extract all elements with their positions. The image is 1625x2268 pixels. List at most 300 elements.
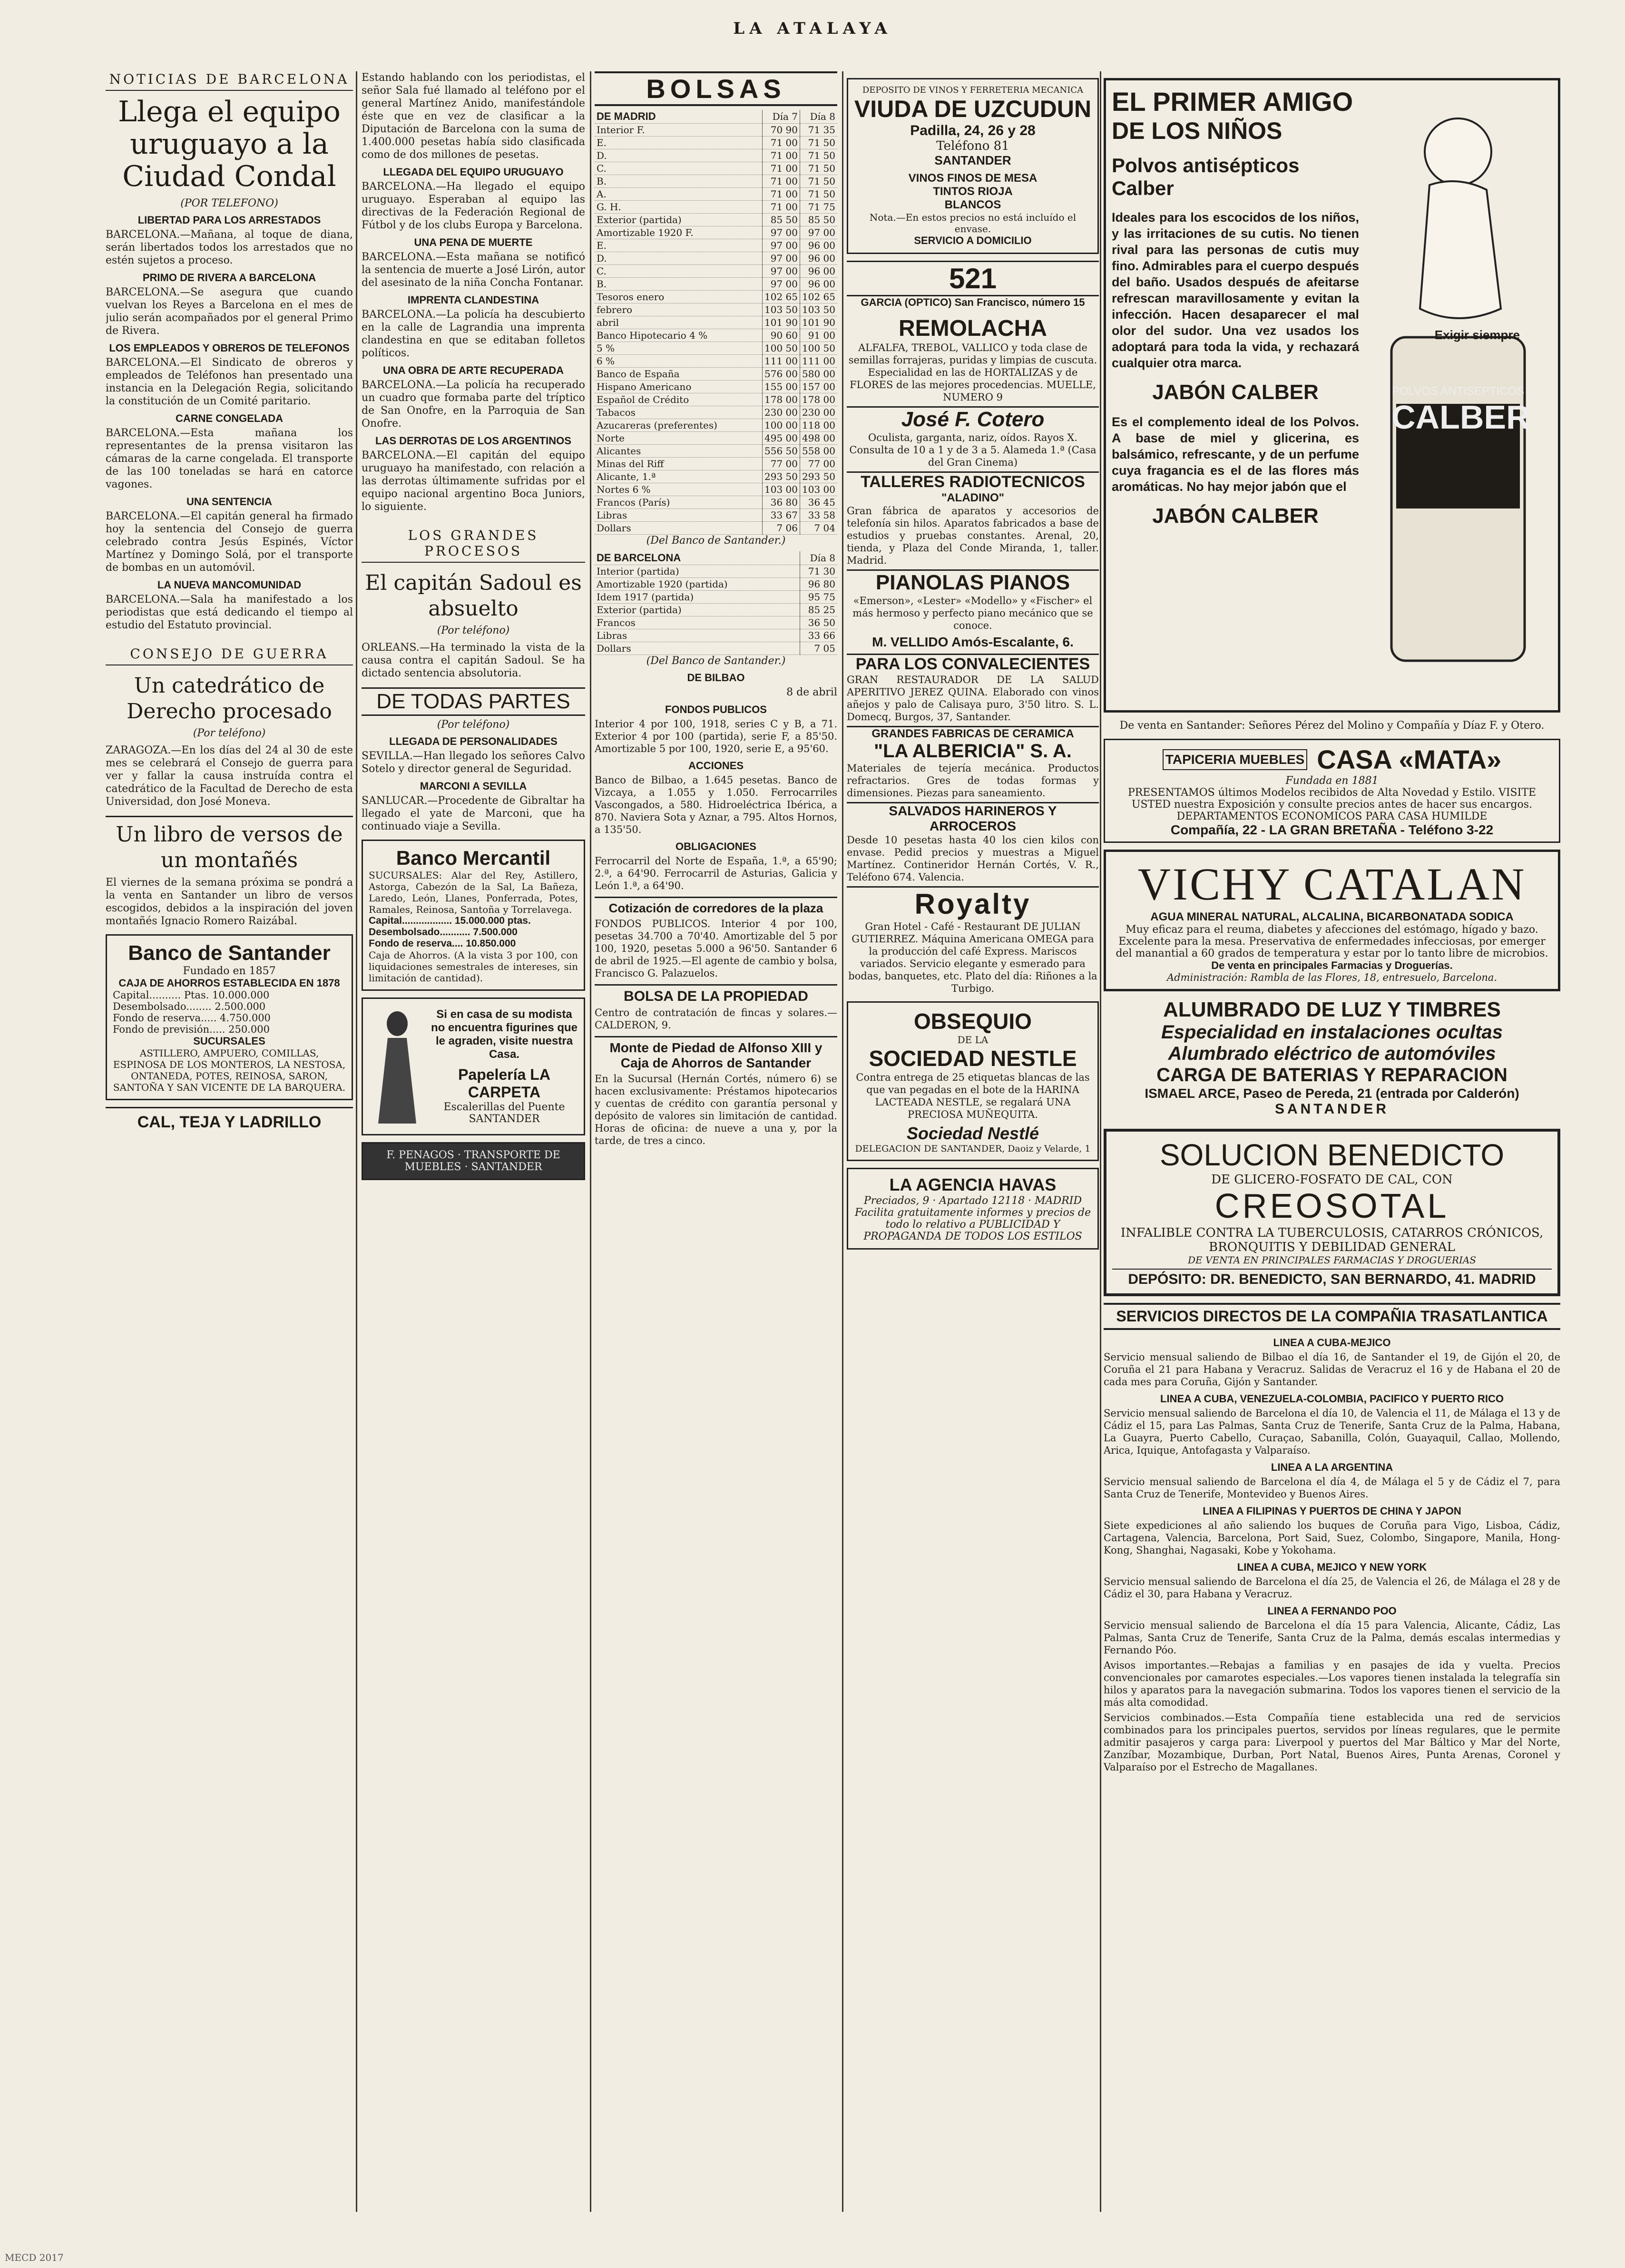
- table-row: [595, 124, 837, 137]
- ad-line: SANTANDER: [1274, 1101, 1390, 1117]
- ad-text: Caja de Ahorros. (A la vista 3 por 100, con liquidaciones semestrales de intereses, sin limitación de cantidad).: [369, 949, 578, 984]
- ad-line: DE LA: [957, 1034, 989, 1046]
- table-row: [595, 509, 837, 522]
- security-name: 5 %: [595, 342, 763, 355]
- subhead: LINEA A CUBA, VENEZUELA-COLOMBIA, PACIFICO Y PUERTO RICO: [1160, 1393, 1504, 1405]
- byline: (Por teléfono): [193, 727, 266, 739]
- ad-title: EL PRIMER AMIGO: [1112, 87, 1353, 117]
- ad-title: Banco de Santander: [128, 941, 331, 965]
- ad-line: TAPICERIA MUEBLES: [1163, 749, 1307, 770]
- quote-value: 71 00: [763, 175, 800, 188]
- ad-text: Muy eficaz para el reuma, diabetes y afecciones del estómago, hígado y bazo. Excelente para la mesa. Preservativa de enfermedades infecciosas, por emerger del manantial a 60 grados de temperatura y estar por lo tanto libre de microbios.: [1116, 924, 1548, 959]
- ad-line: DE VENTA EN PRINCIPALES FARMACIAS Y DROGUERIAS: [1187, 1254, 1476, 1266]
- table-row: [595, 162, 837, 175]
- ad-text: Gran Hotel - Café - Restaurant DE JULIAN GUTIERREZ. Máquina Americana OMEGA para la producción del café Express. Mariscos variados. Servicio elegante y esmerado para bodas, banquetes, etc. Plato del día: Riñones a la Turbigo.: [848, 921, 1097, 994]
- ad-line: GARCIA (OPTICO) San Francisco, número 15: [861, 296, 1085, 308]
- article-text: SEVILLA.—Han llegado los señores Calvo Sotelo y director general de Seguridad.: [362, 750, 585, 775]
- table-caption: DE BARCELONA: [595, 551, 800, 565]
- subhead: UNA OBRA DE ARTE RECUPERADA: [382, 364, 564, 376]
- security-name: Interior F.: [595, 124, 763, 137]
- table-row: [595, 616, 837, 629]
- ad-line: DEPÓSITO: DR. BENEDICTO, SAN BERNARDO, 41. MADRID: [1112, 1269, 1552, 1288]
- quote-value: 7 05: [800, 642, 838, 655]
- security-name: Exterior (partida): [595, 214, 763, 226]
- table-row: [595, 406, 837, 419]
- ad-title: VICHY CATALAN: [1137, 859, 1527, 909]
- article-text: El viernes de la semana próxima se pondrá a la venta en Santander un libro de versos escogidos, debidos a la inspiración del joven montañés Ignacio Romero Raizábal.: [106, 877, 353, 927]
- ad-text: Ideales para los escocidos de los niños, y las irritaciones de su cutis. No tienen rival para las personas de cutis muy fino. Admirables para el cuerpo después del baño. Usados después de afeitarse refrescan maravillosamente y evitan la infección. Hacen desaparecer el mal olor del sudor. Una vez usados los adoptará para toda la vida, y rechazará cualquier otra marca.: [1112, 210, 1359, 370]
- ad-title: José F. Cotero: [847, 406, 1099, 431]
- article-text: BARCELONA.—Ha llegado el equipo uruguayo. Esperaban al equipo las directivas de la Federación Regional de Fútbol y de los clubs Europa y Barcelona.: [362, 181, 585, 231]
- security-name: Español de Crédito: [595, 393, 763, 406]
- ad-title: OBSEQUIO: [914, 1009, 1032, 1034]
- ad-title: CREOSOTAL: [1214, 1187, 1449, 1225]
- security-name: Interior (partida): [595, 565, 800, 578]
- subhead: LLEGADA DE PERSONALIDADES: [389, 735, 558, 747]
- table-row: [595, 137, 837, 149]
- article-text: BARCELONA.—El Sindicato de obreros y empleados de Teléfonos han presentado una instancia en la Delegación Regia, solicitando la constitución de un Comité paritario.: [106, 357, 353, 407]
- subhead: LOS EMPLEADOS Y OBREROS DE TELEFONOS: [109, 342, 350, 354]
- security-name: Idem 1917 (partida): [595, 591, 800, 604]
- security-name: 6 %: [595, 355, 763, 368]
- subhead: PRIMO DE RIVERA A BARCELONA: [142, 272, 316, 284]
- article-text: BARCELONA.—Esta mañana se notificó la sentencia de muerte a José Lirón, autor del asesinato de la niña Concha Fontanar.: [362, 251, 585, 289]
- ad-title: LA AGENCIA HAVAS: [889, 1175, 1057, 1194]
- column-header: Día 7: [763, 110, 800, 124]
- security-name: Dollars: [595, 522, 763, 535]
- quote-value: 178 00: [800, 393, 838, 406]
- article-text: Ferrocarril del Norte de España, 1.ª, a 65'90; 2.ª, a 64'90. Ferrocarril de Asturias, Galicia y León 1.ª, a 64'90.: [595, 855, 837, 891]
- alumbrado-ad: [1104, 998, 1560, 1117]
- table-row: [595, 226, 837, 239]
- quote-value: 71 00: [763, 188, 800, 201]
- article-text: ORLEANS.—Ha terminado la vista de la causa contra el capitán Sadoul. Se ha dictado sentencia absolutoria.: [362, 642, 585, 679]
- quote-value: 495 00: [763, 432, 800, 445]
- ad-text: Materiales de tejería mecánica. Productos refractarios. Gres de todas formas y dimensiones. Piezas para saneamiento.: [847, 763, 1099, 799]
- ad-line: GRANDES FABRICAS DE CERAMICA: [847, 726, 1099, 741]
- ad-title: Papelería LA CARPETA: [458, 1066, 550, 1101]
- column-rule: [1100, 71, 1101, 2212]
- quote-value: 97 00: [800, 226, 838, 239]
- security-name: Tesoros enero: [595, 291, 763, 303]
- table-row: [595, 252, 837, 265]
- subhead: MARCONI A SEVILLA: [420, 780, 527, 792]
- cal-teja-ad: CAL, TEJA Y LADRILLO: [106, 1107, 353, 1132]
- security-name: C.: [595, 162, 763, 175]
- security-name: D.: [595, 149, 763, 162]
- subhead: Cotización de corredores de la plaza: [595, 897, 837, 916]
- security-name: Libras: [595, 629, 800, 642]
- security-name: B.: [595, 278, 763, 291]
- ad-line: Fondo de reserva..... 4.750.000: [113, 1012, 271, 1024]
- quote-value: 101 90: [800, 316, 838, 329]
- quote-value: 7 04: [800, 522, 838, 535]
- subhead: Monte de Piedad de Alfonso XIII y Caja de Ahorros de Santander: [595, 1036, 837, 1071]
- table-row: [595, 316, 837, 329]
- quote-value: 111 00: [763, 355, 800, 368]
- article-text: BARCELONA.—Sala ha manifestado a los periodistas que está dedicando el tiempo al estudio del Estatuto provincial.: [106, 594, 353, 631]
- table-row: [595, 458, 837, 470]
- quote-value: 96 00: [800, 278, 838, 291]
- ad-line: DE GLICERO-FOSFATO DE CAL, CON: [1211, 1173, 1453, 1187]
- table-row: [595, 149, 837, 162]
- ad-text: PRESENTAMOS últimos Modelos recibidos de Alta Novedad y Estilo. VISITE USTED nuestra Exposición y consulte precios antes de hacer sus encargos. DEPARTAMENTOS ECONOMICOS PARA CASA HUMILDE: [1127, 787, 1537, 822]
- subhead: LA NUEVA MANCOMUNIDAD: [157, 579, 302, 591]
- subhead: LAS DERROTAS DE LOS ARGENTINOS: [375, 435, 571, 447]
- ad-line: Preciados, 9 · Apartado 12118 · MADRID: [863, 1195, 1082, 1207]
- ad-text: Gran fábrica de aparatos y accesorios de telefonía sin hilos. Aparatos fabricados a base de estudios y pruebas constantes. Arenal, 20, tienda, y Plaza del Conde Miranda, 1, taller. Madrid.: [847, 505, 1099, 566]
- papeleria-ad: [362, 997, 585, 1135]
- table-row: [595, 188, 837, 201]
- banco-mercantil-ad: [362, 840, 585, 991]
- quote-value: 36 45: [800, 496, 838, 509]
- masthead: LA ATALAYA: [733, 19, 892, 38]
- security-name: D.: [595, 252, 763, 265]
- quote-value: 102 65: [763, 291, 800, 303]
- ad-text: «Emerson», «Lester» «Modello» y «Fischer» el más hermoso y perfecto piano mecánico que se conoce.: [852, 595, 1093, 631]
- quote-value: 293 50: [800, 470, 838, 483]
- security-name: Francos: [595, 616, 800, 629]
- quote-value: 71 50: [800, 149, 838, 162]
- security-name: Dollars: [595, 642, 800, 655]
- article-text: Banco de Bilbao, a 1.645 pesetas. Banco de Vizcaya, a 1.055 y 1.050. Ferrocarriles Vascongados, a 580. Hidroeléctrica Ibérica, a 870. Naviera Sota y Aznar, a 795. Altos Hornos, a 135'50.: [595, 774, 837, 835]
- ad-title: VIUDA DE UZCUDUN: [854, 96, 1092, 122]
- quote-value: 70 90: [763, 124, 800, 137]
- security-name: Banco Hipotecario 4 %: [595, 329, 763, 342]
- subhead: IMPRENTA CLANDESTINA: [407, 294, 539, 306]
- ad-title: PARA LOS CONVALECIENTES: [847, 654, 1099, 674]
- quote-value: 71 50: [800, 162, 838, 175]
- bolsas-title: BOLSAS: [595, 71, 837, 106]
- ad-title: SOCIEDAD NESTLE: [869, 1046, 1077, 1071]
- ad-text: ASTILLERO, AMPUERO, COMILLAS, ESPINOSA DE LOS MONTEROS, LA NESTOSA, ONTANEDA, POTES, REINOSA, SARON, SANTOÑA Y SAN VICENTE DE LA BARQUERA.: [113, 1047, 346, 1093]
- article-text: Servicio mensual saliendo de Barcelona el día 4, de Málaga el 5 y de Cádiz el 7, para Santa Cruz de Tenerife, Montevideo y Buenos Aires.: [1104, 1476, 1560, 1500]
- table-row: [595, 578, 837, 591]
- ad-line: Padilla, 24, 26 y 28: [910, 123, 1036, 138]
- quote-value: 103 50: [763, 303, 800, 316]
- table-row: [595, 303, 837, 316]
- quote-value: 100 50: [763, 342, 800, 355]
- table-row: [595, 393, 837, 406]
- section-title: LOS GRANDES PROCESOS: [362, 528, 585, 563]
- quote-value: 100 50: [800, 342, 838, 355]
- quote-value: 36 50: [800, 616, 838, 629]
- quote-value: 111 00: [800, 355, 838, 368]
- quote-value: 157 00: [800, 381, 838, 393]
- quote-value: 96 00: [800, 239, 838, 252]
- ad-line: Fondo de reserva.... 10.850.000: [369, 938, 516, 949]
- quote-value: 97 00: [763, 252, 800, 265]
- security-name: C.: [595, 265, 763, 278]
- subhead: LINEA A FERNANDO POO: [1267, 1605, 1397, 1617]
- ad-line: TINTOS RIOJA: [933, 185, 1013, 198]
- quote-value: 95 75: [800, 591, 838, 604]
- barcelona-quotes-table: [595, 551, 837, 655]
- table-row: [595, 496, 837, 509]
- column-header: Día 8: [800, 110, 838, 124]
- ad-title: REMOLACHA: [899, 316, 1047, 341]
- quote-value: 155 00: [763, 381, 800, 393]
- ad-text: GRAN RESTAURADOR DE LA SALUD APERITIVO JEREZ QUINA. Elaborado con vinos añejos y palo de Calisaya puro, 3'50 litro. S. L. Domecq, Burgos, 37, Santander.: [847, 674, 1099, 723]
- ad-title: Royalty: [847, 886, 1099, 920]
- ad-line: Especialidad en instalaciones ocultas: [1161, 1022, 1503, 1043]
- subhead: UNA SENTENCIA: [186, 496, 273, 508]
- table-row: [595, 381, 837, 393]
- article-text: Servicio mensual saliendo de Barcelona el día 15 para Valencia, Alicante, Cádiz, Las Palmas, Santa Cruz de Tenerife, Santa Cruz de la Palma, demás escalas intermedias y Fernando Póo.: [1104, 1620, 1560, 1656]
- quote-value: 556 50: [763, 445, 800, 458]
- subhead: OBLIGACIONES: [675, 841, 756, 852]
- quote-value: 103 00: [763, 483, 800, 496]
- security-name: E.: [595, 239, 763, 252]
- ad-title: DE LOS NIÑOS: [1112, 117, 1282, 144]
- headline: Un catedrático de Derecho procesado: [127, 674, 332, 723]
- quote-value: 71 00: [763, 149, 800, 162]
- byline: (POR TELEFONO): [180, 197, 278, 209]
- article-text: BARCELONA.—Se asegura que cuando vuelvan los Reyes a Barcelona en el mes de julio serán acompañados por el general Primo de Rivera.: [106, 286, 353, 337]
- table-row: [595, 291, 837, 303]
- ad-title: SALVADOS HARINEROS Y ARROCEROS: [847, 802, 1099, 834]
- security-name: B.: [595, 175, 763, 188]
- quote-value: 71 50: [800, 188, 838, 201]
- quote-value: 103 50: [800, 303, 838, 316]
- headline: Llega el equipo uruguayo a la Ciudad Condal: [118, 95, 341, 193]
- quote-value: 71 75: [800, 201, 838, 214]
- headline: Un libro de versos de un montañés: [106, 816, 353, 873]
- security-name: Francos (París): [595, 496, 763, 509]
- table-row: [595, 483, 837, 496]
- section-title: NOTICIAS DE BARCELONA: [106, 71, 353, 91]
- quote-value: 7 06: [763, 522, 800, 535]
- calber-ad: [1104, 78, 1560, 713]
- quote-value: 498 00: [800, 432, 838, 445]
- quote-value: 97 00: [763, 265, 800, 278]
- ad-line: ISMAEL ARCE, Paseo de Pereda, 21 (entrada por Calderón): [1145, 1086, 1519, 1101]
- viuda-uzcudun-ad: [847, 78, 1099, 254]
- table-row: [595, 355, 837, 368]
- security-name: Nortes 6 %: [595, 483, 763, 496]
- quote-value: 96 00: [800, 252, 838, 265]
- security-name: Libras: [595, 509, 763, 522]
- security-name: Hispano Americano: [595, 381, 763, 393]
- security-name: Alicantes: [595, 445, 763, 458]
- nestle-ad: [847, 1001, 1099, 1161]
- casa-mata-ad: [1104, 739, 1560, 843]
- byline: (Por teléfono): [437, 625, 510, 636]
- ad-line: SUCURSALES: [193, 1035, 265, 1047]
- fashion-figure-illustration: [369, 1005, 426, 1128]
- ad-line: "ALADINO": [941, 491, 1005, 504]
- column-header: Día 8: [800, 551, 838, 565]
- article-text: BARCELONA.—La policía ha descubierto en la calle de Lagrandia una imprenta clandestina en que se editaban folletos políticos.: [362, 309, 585, 359]
- ad-text: Desde 10 pesetas hasta 40 los cien kilos con envase. Pedid precios y muestras a Miguel Martínez. Contineridor Hernán Cortés, V. R., Teléfono 674. Valencia.: [847, 834, 1099, 883]
- quote-value: 96 80: [800, 578, 838, 591]
- article-text: SANLUCAR.—Procedente de Gibraltar ha llegado el yate de Marconi, que ha continuado viaje a Sevilla.: [362, 795, 585, 832]
- table-row: [595, 565, 837, 578]
- column-5: [1104, 71, 1560, 1776]
- ad-text: INFALIBLE CONTRA LA TUBERCULOSIS, CATARROS CRÓNICOS, BRONQUITIS Y DEBILIDAD GENERAL: [1120, 1226, 1544, 1254]
- ad-line: SERVICIO A DOMICILIO: [914, 235, 1032, 246]
- ad-text: Contra entrega de 25 etiquetas blancas de las que van pegadas en el bote de la HARINA LACTEADA NESTLE, se regalará UNA PRECIOSA MUÑEQUITA.: [856, 1072, 1090, 1120]
- article-text: Siete expediciones al año saliendo los buques de Coruña para Vigo, Lisboa, Cádiz, Cartagena, Valencia, Barcelona, Port Said, Suez, Colombo, Singapore, Manila, Hong-Kong, Shanghai, Nagasaki, Kobe y Yokohama.: [1104, 1520, 1560, 1556]
- ad-title: "LA ALBERICIA" S. A.: [874, 741, 1072, 762]
- ad-line: DELEGACION DE SANTANDER, Daoiz y Velarde, 1: [855, 1144, 1091, 1154]
- archive-watermark: MECD 2017: [5, 2252, 64, 2263]
- quote-value: 91 00: [800, 329, 838, 342]
- article-text: BARCELONA.—Mañana, al toque de diana, serán libertados todos los arrestados que no estén sujetos a proceso.: [106, 229, 353, 266]
- article-text: Estando hablando con los periodistas, el señor Sala fué llamado al teléfono por el general Martínez Anido, manifestándole éste que en vez de clasificar a la Diputación de Barcelona con la suma de 1.400.000 pesetas había sido clasificada como de dos millones de pesetas.: [362, 72, 585, 161]
- table-row: [595, 265, 837, 278]
- subhead: BOLSA DE LA PROPIEDAD: [595, 984, 837, 1005]
- table-row: [595, 419, 837, 432]
- quote-value: 33 58: [800, 509, 838, 522]
- ad-line: Escalerillas del Puente SANTANDER: [443, 1101, 565, 1125]
- table-row: [595, 329, 837, 342]
- ad-title: Sociedad Nestlé: [906, 1124, 1039, 1143]
- ad-text: Es el complemento ideal de los Polvos. A base de miel y glicerina, es balsámico, refrescante, y de un perfume cuya fragancia es el de las flores más aromáticas. No hay mejor jabón que el: [1112, 415, 1359, 494]
- table-row: [595, 239, 837, 252]
- ad-text: Oculista, garganta, nariz, oídos. Rayos X. Consulta de 10 a 1 y de 3 a 5. Alameda 1.ª (Casa del Gran Cinema): [849, 432, 1096, 468]
- quote-value: 97 00: [763, 226, 800, 239]
- quote-value: 85 50: [763, 214, 800, 226]
- quote-value: 71 35: [800, 124, 838, 137]
- quote-value: 100 00: [763, 419, 800, 432]
- security-name: G. H.: [595, 201, 763, 214]
- article-text: ZARAGOZA.—En los días del 24 al 30 de este mes se celebrará el Consejo de guerra para ver y fallar la causa instruída contra el catedrático de la Facultad de Derecho de esta Universidad, don José Moneva.: [106, 744, 353, 808]
- table-caption: DE BILBAO: [687, 672, 745, 684]
- security-name: Banco de España: [595, 368, 763, 381]
- ad-line: Desembolsado........ 2.500.000: [113, 1001, 266, 1012]
- ad-title: TALLERES RADIOTECNICOS: [847, 471, 1099, 491]
- ad-line: Capital.................. 15.000.000 ptas.: [369, 915, 531, 926]
- tin-subtitle: POLVOS ANTISEPTICOS: [1391, 385, 1525, 398]
- date: 8 de abril: [786, 686, 837, 698]
- ad-title: JABÓN CALBER: [1152, 381, 1319, 404]
- trasatlantica-title: SERVICIOS DIRECTOS DE LA COMPAÑIA TRASATLANTICA: [1104, 1303, 1560, 1330]
- exigir-label: Exigir siempre: [1434, 328, 1520, 342]
- subhead: LINEA A LA ARGENTINA: [1271, 1461, 1393, 1473]
- ad-line: Nota.—En estos precios no está incluído el envase.: [869, 212, 1077, 235]
- quote-value: 36 80: [763, 496, 800, 509]
- column-3: [595, 71, 837, 1150]
- article-text: BARCELONA.—La policía ha recuperado un cuadro que formaba parte del tríptico de San Onofre, en la Parroquia de San Onofre.: [362, 379, 585, 430]
- ad-line: CARGA DE BATERIAS Y REPARACION: [1156, 1065, 1508, 1085]
- vichy-catalan-ad: [1104, 850, 1560, 991]
- article-text: Servicio mensual saliendo de Barcelona el día 10, de Valencia el 11, de Málaga el 13 y de Cádiz el 15, para Las Palmas, Santa Cruz de Tenerife, Santa Cruz de la Palma, Habana, La Guayra, Puerto Cabello, Curaçao, Sabanilla, Colón, Guayaquil, Callao, Mollendo, Arica, Iquique, Antofagasta y Valparaíso.: [1104, 1408, 1560, 1456]
- source-note: (Del Banco de Santander.): [646, 655, 786, 667]
- quote-value: 85 25: [800, 604, 838, 616]
- table-row: [595, 201, 837, 214]
- quote-value: 178 00: [763, 393, 800, 406]
- security-name: febrero: [595, 303, 763, 316]
- quote-value: 71 50: [800, 137, 838, 149]
- ad-line: Alumbrado eléctrico de automóviles: [1168, 1043, 1496, 1064]
- table-row: [595, 214, 837, 226]
- quote-value: 580 00: [800, 368, 838, 381]
- havas-ad: [847, 1168, 1099, 1250]
- headline: DE TODAS PARTES: [362, 687, 585, 716]
- article-text: Servicios combinados.—Esta Compañía tiene establecida una red de servicios combinados para los principales puertos, servidos por líneas regulares, que le permite admitir pasajeros y carga para: Liverpool y puertos del Mar Báltico y Mar del Norte, Zanzíbar, Mozambique, Durban, Port Natal, Buenos Aires, Punta Arenas, Coronel y Valparaíso por el Estrecho de Magallanes.: [1104, 1712, 1560, 1773]
- security-name: abril: [595, 316, 763, 329]
- quote-value: 97 00: [763, 278, 800, 291]
- table-row: [595, 175, 837, 188]
- article-text: En la Sucursal (Hernán Cortés, número 6) se hacen exclusivamente: Préstamos hipotecarios y cuentas de crédito con garantía personal y depósito de valores sin limitación de cantidad. Horas de oficina: de nueve a una y, por la tarde, de tres a cinco.: [595, 1073, 837, 1146]
- ad-line: AGUA MINERAL NATURAL, ALCALINA, BICARBONATADA SODICA: [1150, 910, 1514, 923]
- madrid-quotes-table: [595, 110, 837, 535]
- table-row: [595, 342, 837, 355]
- ad-text: SUCURSALES: Alar del Rey, Astillero, Astorga, Cabezón de la Sal, La Bañeza, Laredo, León, Llanes, Ponferrada, Potes, Ramales, Reinosa, Santoña y Torrelavega.: [369, 870, 578, 915]
- subhead: LIBERTAD PARA LOS ARRESTADOS: [137, 214, 321, 226]
- quote-value: 96 00: [800, 265, 838, 278]
- quote-value: 230 00: [800, 406, 838, 419]
- ad-title: CASA «MATA»: [1317, 744, 1502, 774]
- ad-line: BLANCOS: [944, 198, 1001, 211]
- ad-line: Fondo de previsión..... 250.000: [113, 1024, 270, 1035]
- ad-line: M. VELLIDO Amós-Escalante, 6.: [872, 635, 1074, 649]
- ad-text: Facilita gratuitamente informes y precios de todo lo relativo a PUBLICIDAD Y PROPAGANDA DE TODOS LOS ESTILOS: [854, 1207, 1091, 1242]
- security-name: Azucareras (preferentes): [595, 419, 763, 432]
- article-text: BARCELONA.—Esta mañana los representantes de la prensa visitaron las cámaras de la carne congelada. El transporte de las 100 toneladas se hará en catorce vagones.: [106, 427, 353, 490]
- article-text: Centro de contratación de fincas y solares.—CALDERON, 9.: [595, 1007, 837, 1031]
- ad-line: CAJA DE AHORROS ESTABLECIDA EN 1878: [118, 977, 340, 989]
- quote-value: 90 60: [763, 329, 800, 342]
- quote-value: 33 66: [800, 629, 838, 642]
- penagos-ad: F. PENAGOS · TRANSPORTE DE MUEBLES · SANTANDER: [362, 1142, 585, 1180]
- subhead: ACCIONES: [688, 760, 744, 772]
- ad-title: 521: [847, 261, 1099, 296]
- ad-line: DEPOSITO DE VINOS Y FERRETERIA MECANICA: [862, 85, 1084, 95]
- ad-text: Si en casa de su modista no encuentra figurines que le agraden, visite nuestra Casa.: [431, 1008, 578, 1061]
- article-text: Servicio mensual saliendo de Bilbao el día 16, de Santander el 19, de Gijón el 20, de Coruña el 21 para Habana y Veracruz. Salidas de Veracruz el 16 y de Habana el 20 de cada mes para Coruña, Gijón y Santander.: [1104, 1351, 1560, 1388]
- ad-line: De venta en principales Farmacias y Droguerías.: [1211, 959, 1453, 971]
- table-row: [595, 432, 837, 445]
- article-text: FONDOS PUBLICOS. Interior 4 por 100, pesetas 34.700 a 70'40. Amortizable del 5 por 100, 1920, pesetas 5.000 a 96'50. Santander 6 de abril de 1925.—El agente de cambio y bolsa, Francisco G. Palazuelos.: [595, 918, 837, 979]
- article-text: Interior 4 por 100, 1918, series C y B, a 71. Exterior 4 por 100 (partida), serie F, a 85'50. Amortizable 5 por 100, 1920, serie E, a 95'60.: [595, 718, 837, 754]
- section-title: CONSEJO DE GUERRA: [106, 646, 353, 665]
- quote-value: 77 00: [763, 458, 800, 470]
- bank-santander-ad: [106, 934, 353, 1100]
- ad-title: JABÓN CALBER: [1152, 504, 1319, 528]
- ad-title: SOLUCION BENEDICTO: [1159, 1138, 1505, 1172]
- column-rule: [356, 71, 357, 2212]
- security-name: Minas del Riff: [595, 458, 763, 470]
- ad-line: Compañía, 22 - LA GRAN BRETAÑA - Teléfono 3-22: [1170, 822, 1494, 837]
- security-name: Amortizable 1920 (partida): [595, 578, 800, 591]
- security-name: A.: [595, 188, 763, 201]
- column-rule: [842, 71, 843, 2212]
- ad-line: Capital.......... Ptas. 10.000.000: [113, 989, 270, 1001]
- table-row: [595, 591, 837, 604]
- article-text: Avisos importantes.—Rebajas a familias y en pasajes de ida y vuelta. Precios convencionales por camarotes especiales.—Los vapores tienen instalada la telegrafía sin hilos y aparatos para la navegación submarina. Todos los vapores tienen el servicio de la más alta comodidad.: [1104, 1660, 1560, 1708]
- table-row: [595, 642, 837, 655]
- quote-value: 293 50: [763, 470, 800, 483]
- quote-value: 77 00: [800, 458, 838, 470]
- column-1: [106, 71, 353, 1132]
- ad-title: ALUMBRADO DE LUZ Y TIMBRES: [1163, 998, 1501, 1021]
- solucion-benedicto-ad: [1104, 1129, 1560, 1296]
- table-caption: DE MADRID: [595, 110, 763, 124]
- security-name: Tabacos: [595, 406, 763, 419]
- subhead: LLEGADA DEL EQUIPO URUGUAYO: [383, 166, 564, 178]
- ad-line: Fundada en 1881: [1285, 775, 1379, 787]
- ad-subtitle: Fundado en 1857: [183, 965, 276, 977]
- quote-value: 102 65: [800, 291, 838, 303]
- table-row: [595, 368, 837, 381]
- ad-text: ALFALFA, TREBOL, VALLICO y toda clase de semillas forrajeras, puridas y limpias de cuscuta. Especialidad en las de HORTALIZAS y de FLORES de las mejores procedencias. MUELLE, NUMERO 9: [848, 342, 1097, 403]
- byline: (Por teléfono): [437, 719, 510, 731]
- ad-line: De venta en Santander: Señores Pérez del Molino y Compañía y Díaz F. y Otero.: [1119, 720, 1545, 732]
- headline: El capitán Sadoul es absuelto: [365, 571, 582, 621]
- ad-line: Desembolsado........... 7.500.000: [369, 927, 518, 938]
